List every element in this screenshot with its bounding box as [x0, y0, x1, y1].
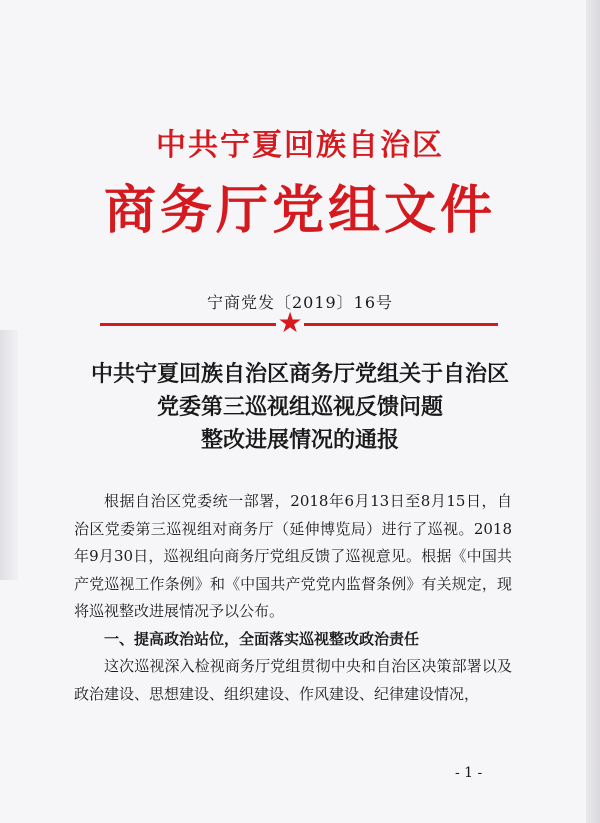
- red-rule-right: [304, 323, 498, 326]
- page-number: - 1 -: [455, 765, 483, 781]
- document-title: [0, 358, 600, 457]
- title-line-2: 党委第三巡视组巡视反馈问题: [156, 394, 443, 420]
- title-line-1: 中共宁夏回族自治区商务厅党组关于自治区: [90, 361, 509, 387]
- document-body: [74, 488, 512, 708]
- document-number: 宁商党发〔2019〕16号: [206, 293, 394, 312]
- red-rule-left: [100, 323, 276, 326]
- body-paragraph-1: 根据自治区党委统一部署，2018年6月13日至8月15日，自治区党委第三巡视组对商务厅（延伸博览局）进行了巡视。2018年9月30日，巡视组向商务厅党组反馈了巡视意见。根据《中国共产党巡视工作条例》和《中国共产党党内监督条例》有关规定，现将巡视整改进展情况予以公布。: [74, 492, 512, 620]
- document-head-title: 商务厅党组文件: [103, 180, 496, 241]
- body-paragraph-2: 这次巡视深入检视商务厅党组贯彻中央和自治区决策部署以及政治建设、思想建设、组织建设、作风建设、纪律建设情况，: [74, 657, 512, 703]
- red-star-icon: ★: [277, 306, 303, 339]
- issuing-organization: 中共宁夏回族自治区: [156, 128, 444, 163]
- section-heading-1: 一、提高政治站位，全面落实巡视整改政治责任: [104, 629, 420, 648]
- title-line-3: 整改进展情况的通报: [200, 427, 399, 453]
